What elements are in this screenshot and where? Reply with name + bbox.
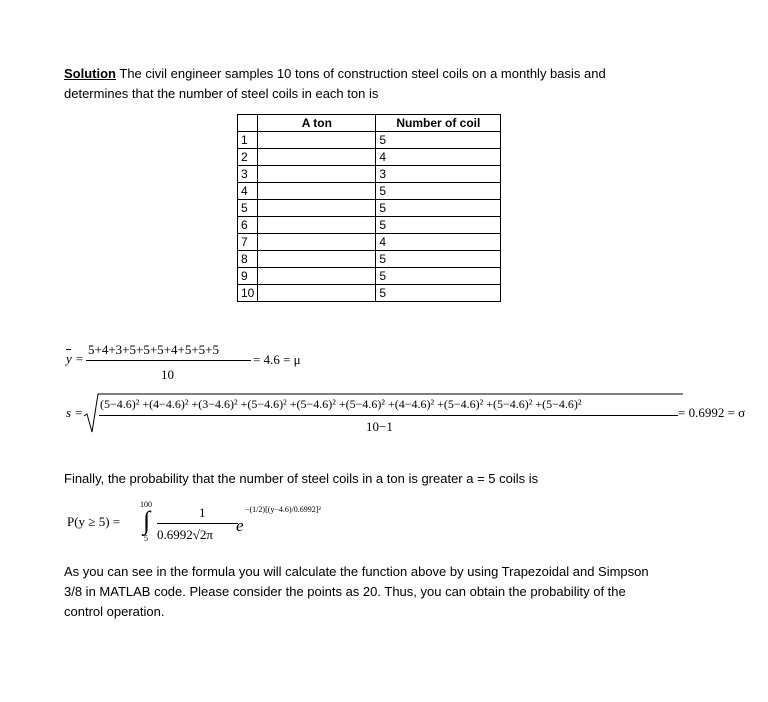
table-row [238,268,501,285]
intro-line-1: The civil engineer samples 10 tons of construction steel coils on a monthly basis and [119,66,606,81]
closing-line-3: control operation. [64,604,165,619]
table-row [238,166,501,183]
mean-lhs: y = [66,351,84,366]
sd-rhs: = 0.6992 = σ [678,405,746,420]
intro-paragraph [64,64,606,84]
row-coils: 5 [376,268,501,285]
sd-denominator: 10−1 [366,419,393,434]
table-row [238,183,501,200]
header-coils: Number of coil [376,115,501,132]
row-ton: 2 [238,149,258,166]
row-ton: 1 [238,132,258,149]
coil-table [237,114,501,302]
solution-label: Solution [64,66,116,81]
row-ton: 4 [238,183,258,200]
header-index [238,115,258,132]
table-header-row [238,115,501,132]
row-coils: 5 [376,251,501,268]
exp-base: e [236,516,244,535]
sd-numerator: (5−4.6)² +(4−4.6)² +(3−4.6)² +(5−4.6)² +(5−4.6)² +(5−4.6)² +(4−4.6)² +(5−4.6)² +(5−4.6)² +(5−4.6)² [100,397,582,411]
row-coils: 4 [376,234,501,251]
integral-upper: 100 [140,500,152,509]
mean-rhs: = 4.6 = μ [253,352,301,367]
row-ton: 10 [238,285,258,302]
sd-lhs: s = [66,405,84,420]
closing-line-1: As you can see in the formula you will calculate the function above by using Trapezoidal and Simpson [64,564,649,579]
row-ton: 5 [238,200,258,217]
prob-fraction-bar [157,523,238,524]
prob-denominator: 0.6992√2π [157,527,213,542]
table-row [238,234,501,251]
row-coils: 5 [376,285,501,302]
row-coils: 5 [376,217,501,234]
table-row [238,285,501,302]
row-coils: 5 [376,132,501,149]
table-row [238,149,501,166]
table-row [238,132,501,149]
row-coils: 5 [376,200,501,217]
row-coils: 5 [376,183,501,200]
mean-numerator: 5+4+3+5+5+5+4+5+5+5 [88,342,219,357]
mean-denominator: 10 [161,367,174,382]
table-row [238,200,501,217]
intro-line-2: determines that the number of steel coils in each ton is [64,86,379,101]
sd-fraction-bar [99,415,678,416]
finally-text: Finally, the probability that the number of steel coils in a ton is greater a = 5 coils is [64,471,539,486]
row-ton: 3 [238,166,258,183]
row-ton: 7 [238,234,258,251]
row-ton: 9 [238,268,258,285]
prob-lhs: P(y ≥ 5) = [67,514,121,529]
row-ton: 6 [238,217,258,234]
prob-numerator: 1 [199,505,206,520]
row-coils: 4 [376,149,501,166]
table-row [238,217,501,234]
closing-line-2: 3/8 in MATLAB code. Please consider the points as 20. Thus, you can obtain the probability of the [64,584,626,599]
exp-exponent: −(1/2)[(y−4.6)/0.6992]² [245,505,321,514]
table-row [238,251,501,268]
row-ton: 8 [238,251,258,268]
row-coils: 3 [376,166,501,183]
mean-fraction-bar [86,360,251,361]
integral-lower: 5 [144,534,148,543]
integral-sign: ∫ [143,506,151,535]
ybar-overline [66,349,71,350]
header-ton: A ton [258,115,376,132]
